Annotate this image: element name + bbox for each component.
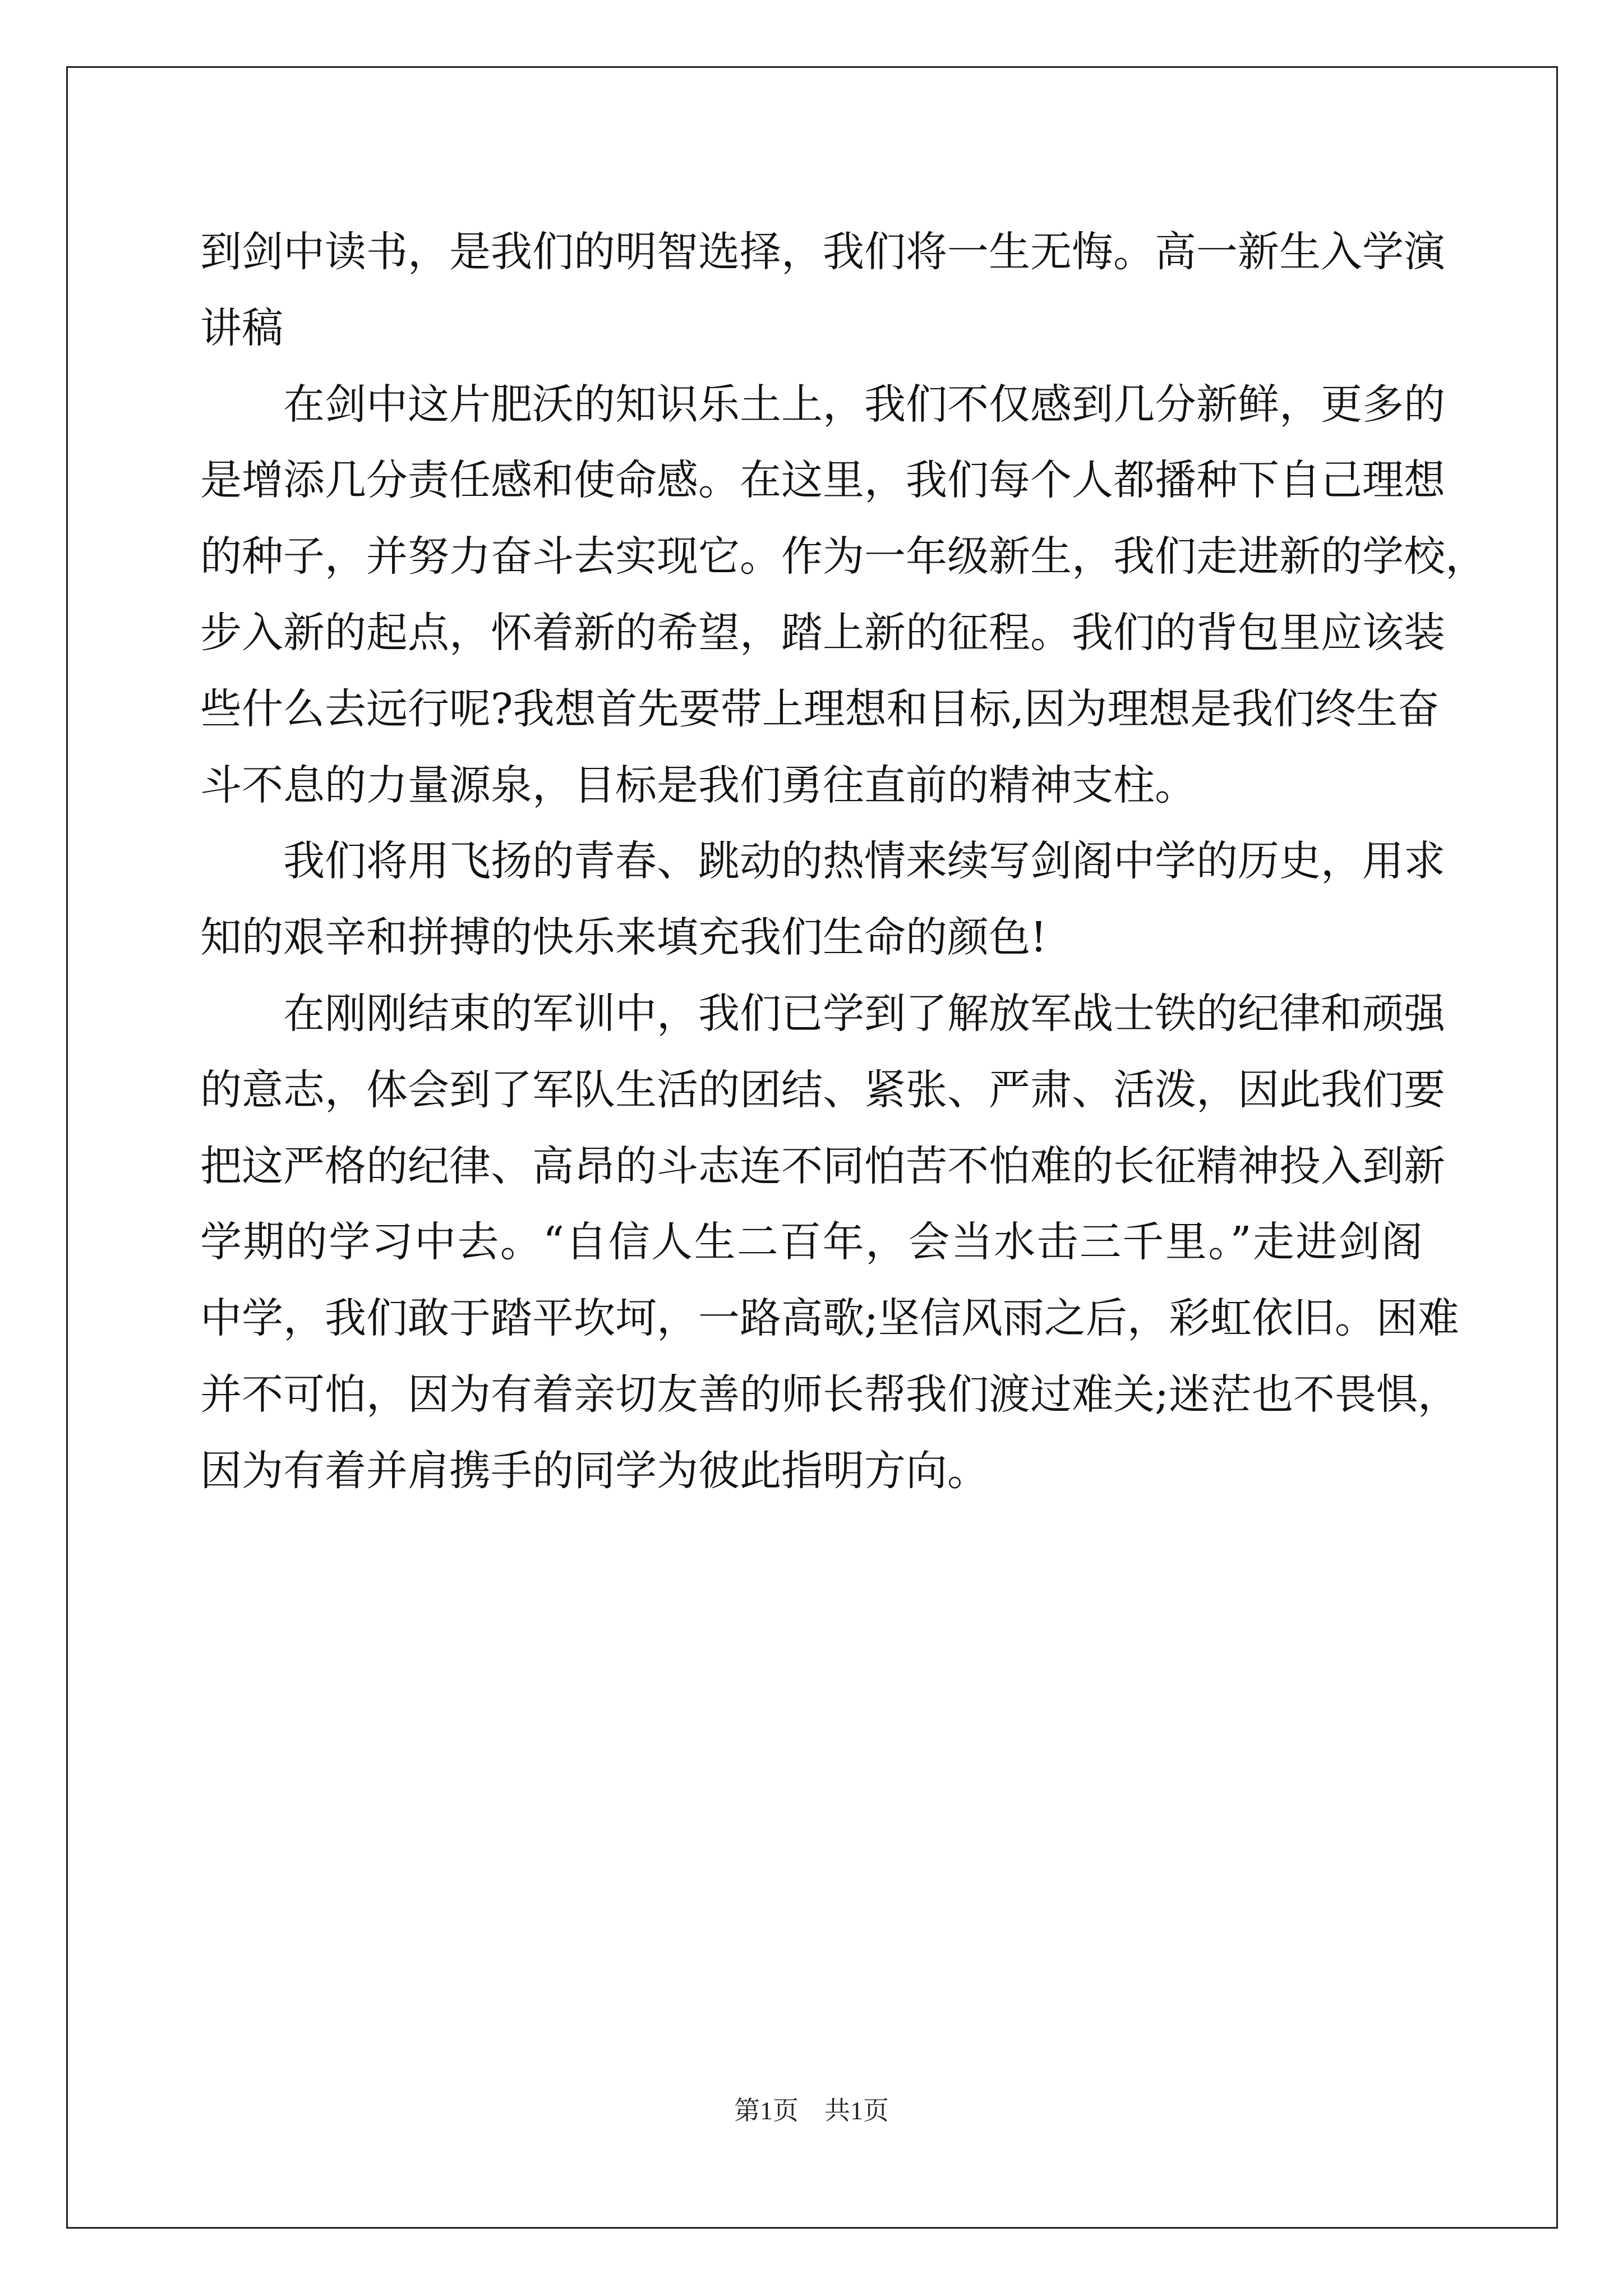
page-footer: 第1页 共1页 [734,2096,889,2125]
paragraph-start-line: 在剑中这片肥沃的知识乐土上，我们不仅感到几分新鲜，更多的 [283,380,1445,429]
text-line: 因为有着并肩携手的同学为彼此指明方向。 [200,1446,989,1495]
text-line: 步入新的起点，怀着新的希望，踏上新的征程。我们的背包里应该装 [200,608,1445,657]
text-line: 讲稿 [200,303,283,352]
document-body [200,214,1487,1510]
text-line: 些什么去远行呢?我想首先要带上理想和目标,因为理想是我们终生奋 [200,684,1440,733]
text-line: 并不可怕，因为有着亲切友善的师长帮我们渡过难关;迷茫也不畏惧， [200,1370,1459,1419]
text-line: 斗不息的力量源泉，目标是我们勇往直前的精神支柱。 [200,761,1196,809]
text-line: 把这严格的纪律、高昂的斗志连不同怕苦不怕难的长征精神投入到新 [200,1142,1445,1190]
text-line: 学期的学习中去。“自信人生二百年，会当水击三千里。”走进剑阁 [200,1218,1423,1267]
text-line: 中学，我们敢于踏平坎坷，一路高歌;坚信风雨之后，彩虹依旧。困难 [200,1294,1459,1343]
text-line: 的种子，并努力奋斗去实现它。作为一年级新生，我们走进新的学校， [200,532,1487,581]
paragraph-start-line: 我们将用飞扬的青春、跳动的热情来续写剑阁中学的历史，用求 [283,837,1445,886]
text-line: 是增添几分责任感和使命感。在这里，我们每个人都播种下自己理想 [200,456,1445,505]
text-line: 到剑中读书，是我们的明智选择，我们将一生无悔。高一新生入学演 [200,228,1445,276]
text-line: 知的艰辛和拼搏的快乐来填充我们生命的颜色! [200,913,1047,962]
paragraph-start-line: 在刚刚结束的军训中，我们已学到了解放军战士铁的纪律和顽强 [283,989,1445,1038]
text-line: 的意志，体会到了军队生活的团结、紧张、严肃、活泼，因此我们要 [200,1065,1445,1114]
